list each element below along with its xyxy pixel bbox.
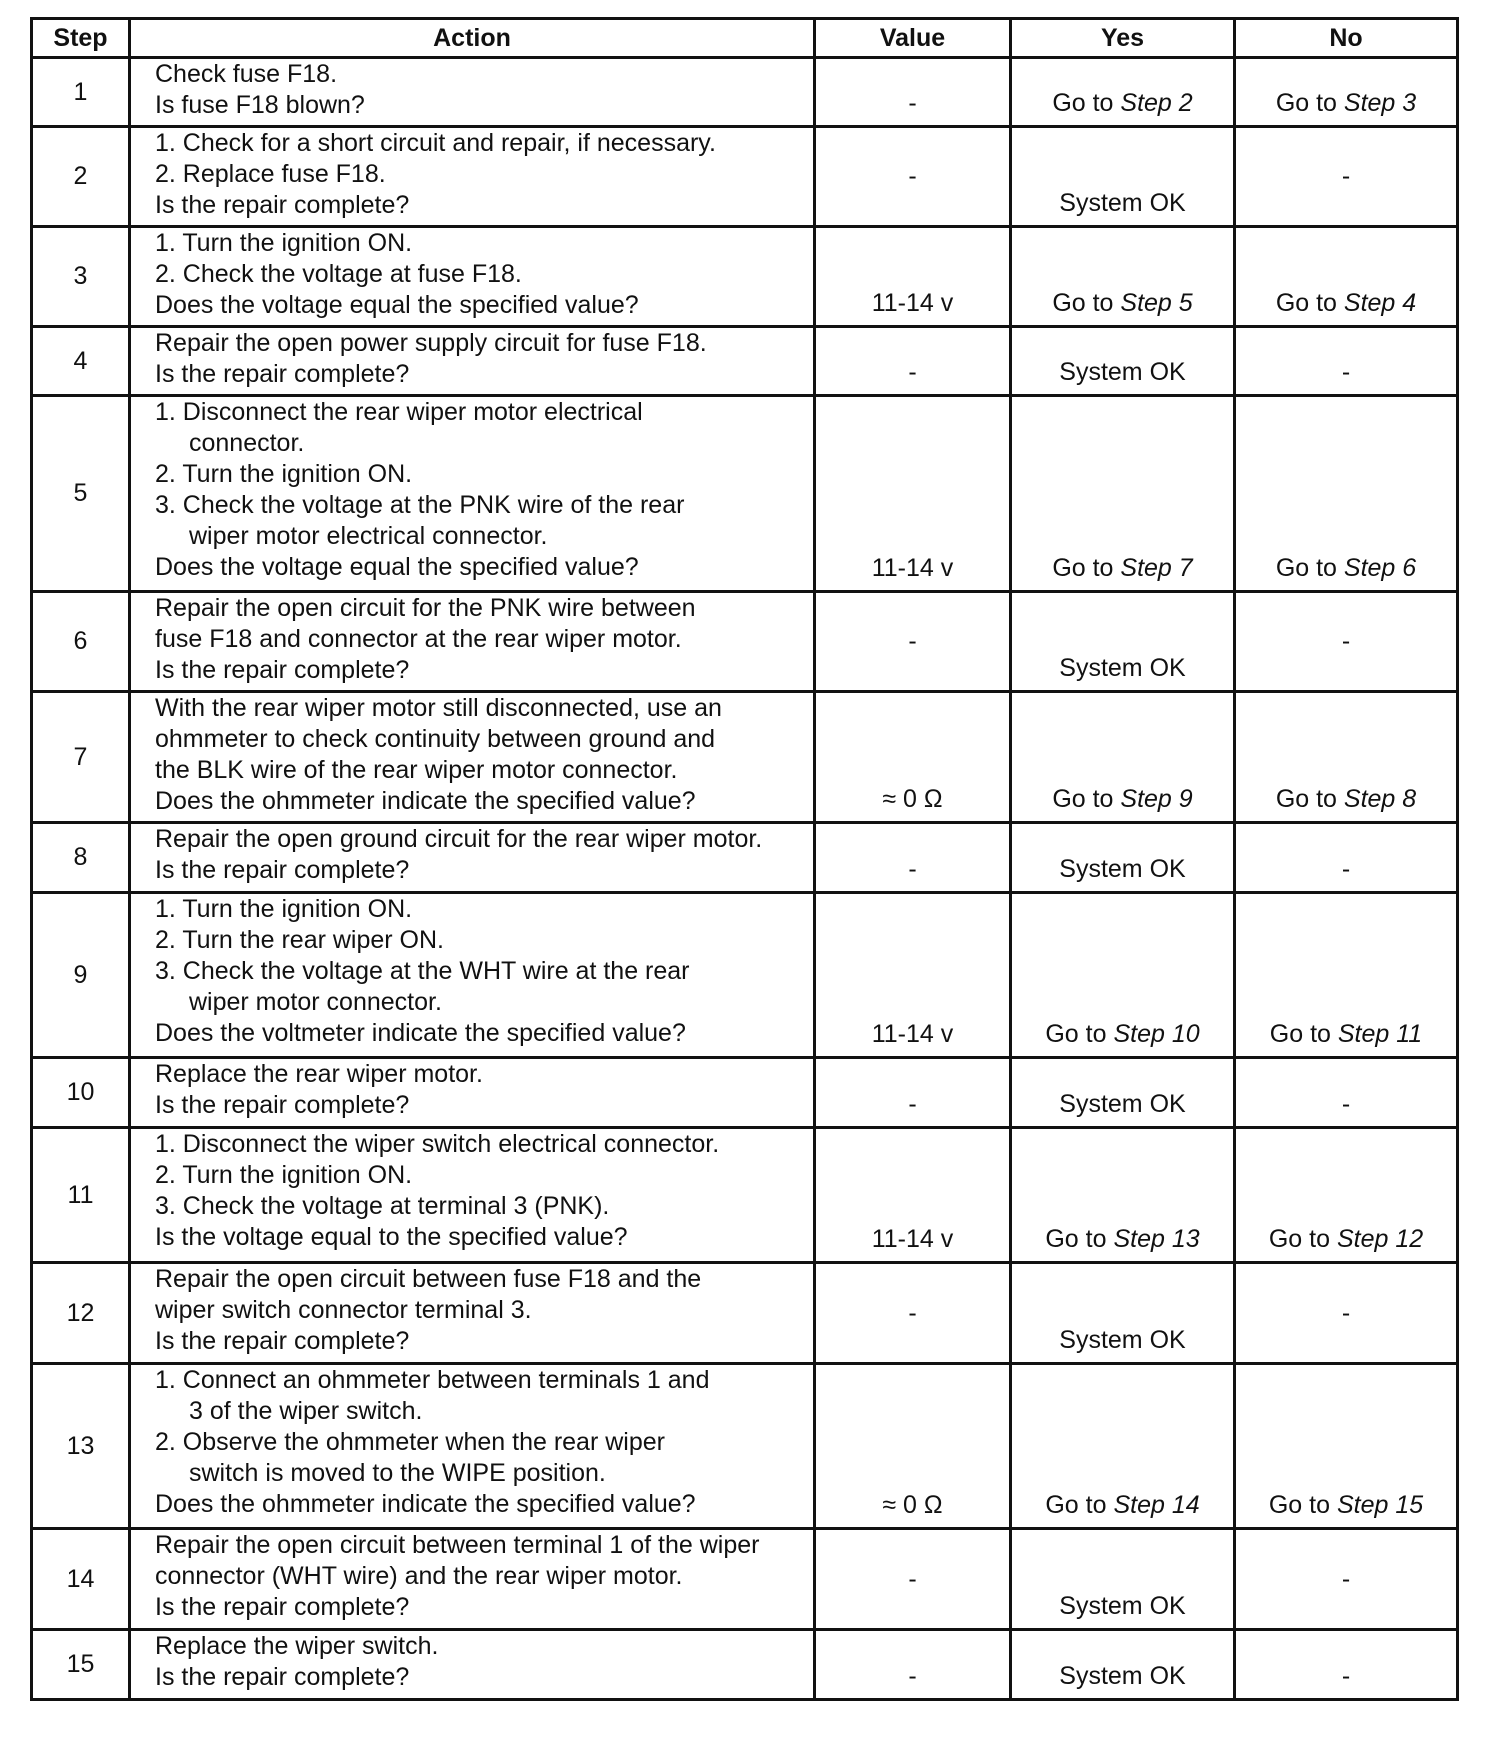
action-line: switch is moved to the WIPE position. [189, 1459, 606, 1487]
goto-text: Go to [1268, 1225, 1337, 1253]
action-text [130, 592, 815, 692]
action-line: 2. Turn the rear wiper ON. [155, 926, 445, 954]
header-row [32, 19, 1458, 58]
yes-cell: System OK [1011, 1263, 1235, 1364]
table-row [32, 692, 1458, 823]
table-row [32, 227, 1458, 327]
table-row [32, 1263, 1458, 1364]
action-line: wiper motor electrical connector. [189, 522, 548, 550]
step-number: 13 [32, 1364, 130, 1529]
action-text [130, 823, 815, 893]
table-row [32, 127, 1458, 227]
action-line: Is the repair complete? [155, 856, 410, 884]
goto-step-ref: Step 13 [1113, 1225, 1200, 1253]
goto-step-ref: Step 4 [1343, 289, 1417, 317]
table-row [32, 1364, 1458, 1529]
goto-text: Go to [1275, 554, 1344, 582]
action-line: Replace the wiper switch. [155, 1632, 439, 1660]
action-line: Is the repair complete? [155, 191, 410, 219]
yes-cell: System OK [1011, 127, 1235, 227]
action-text [130, 1630, 815, 1700]
action-text [130, 1128, 815, 1263]
no-cell: - [1235, 327, 1458, 396]
action-line: Repair the open circuit between fuse F18 and the [155, 1265, 702, 1293]
goto-text: Go to [1045, 1491, 1114, 1519]
action-line: Repair the open ground circuit for the rear wiper motor. [155, 825, 763, 853]
action-line: 2. Check the voltage at fuse F18. [155, 260, 522, 288]
goto-step-ref: Step 14 [1113, 1491, 1200, 1519]
value-cell: 11-14 v [815, 396, 1011, 592]
diagnostic-table [30, 17, 1459, 1701]
action-text [130, 1058, 815, 1128]
value-cell: - [815, 327, 1011, 396]
no-cell [1235, 1364, 1458, 1529]
table-row [32, 1128, 1458, 1263]
no-cell: - [1235, 592, 1458, 692]
goto-text: Go to [1045, 1020, 1114, 1048]
action-text [130, 227, 815, 327]
no-cell [1235, 396, 1458, 592]
value-cell: ≈ 0 Ω [815, 1364, 1011, 1529]
table-row [32, 327, 1458, 396]
goto-text: Go to [1269, 1020, 1338, 1048]
no-cell: - [1235, 1529, 1458, 1630]
action-line: Repair the open circuit between terminal 1 of the wiper [155, 1531, 760, 1559]
no-cell: - [1235, 1630, 1458, 1700]
table-row [32, 823, 1458, 893]
no-cell [1235, 692, 1458, 823]
action-line: Is the voltage equal to the specified value? [155, 1223, 628, 1251]
action-text [130, 692, 815, 823]
value-cell: 11-14 v [815, 227, 1011, 327]
action-line: Repair the open power supply circuit for fuse F18. [155, 329, 707, 357]
table-row [32, 893, 1458, 1058]
action-line: Is the repair complete? [155, 1327, 410, 1355]
action-line: Does the voltage equal the specified value? [155, 553, 639, 581]
table-row [32, 1529, 1458, 1630]
table-row [32, 1630, 1458, 1700]
action-line: 3. Check the voltage at terminal 3 (PNK). [155, 1192, 610, 1220]
goto-text: Go to [1045, 1225, 1114, 1253]
goto-step-ref: Step 6 [1343, 554, 1417, 582]
step-number: 10 [32, 1058, 130, 1128]
no-cell [1235, 227, 1458, 327]
goto-step-ref: Step 3 [1343, 89, 1417, 117]
goto-step-ref: Step 8 [1343, 785, 1417, 813]
yes-cell: System OK [1011, 1630, 1235, 1700]
step-number: 12 [32, 1263, 130, 1364]
step-number: 6 [32, 592, 130, 692]
action-line: 3 of the wiper switch. [189, 1397, 423, 1425]
yes-cell: System OK [1011, 823, 1235, 893]
step-number: 4 [32, 327, 130, 396]
no-cell: - [1235, 1263, 1458, 1364]
action-line: Is fuse F18 blown? [155, 91, 365, 119]
goto-text: Go to [1052, 785, 1121, 813]
action-line: Check fuse F18. [155, 60, 338, 88]
value-cell: - [815, 58, 1011, 127]
step-number: 2 [32, 127, 130, 227]
goto-step-ref: Step 2 [1120, 89, 1193, 117]
yes-cell [1011, 227, 1235, 327]
goto-step-ref: Step 12 [1336, 1225, 1424, 1253]
no-cell [1235, 893, 1458, 1058]
no-cell: - [1235, 127, 1458, 227]
action-text [130, 396, 815, 592]
table-row [32, 58, 1458, 127]
action-line: ohmmeter to check continuity between ground and [155, 725, 716, 753]
goto-text: Go to [1052, 89, 1121, 117]
no-cell [1235, 58, 1458, 127]
yes-cell: System OK [1011, 327, 1235, 396]
step-number: 1 [32, 58, 130, 127]
action-line: connector (WHT wire) and the rear wiper motor. [155, 1562, 683, 1590]
table-row [32, 396, 1458, 592]
goto-text: Go to [1275, 89, 1344, 117]
action-text [130, 893, 815, 1058]
action-text [130, 58, 815, 127]
yes-cell: System OK [1011, 1058, 1235, 1128]
action-line: Does the ohmmeter indicate the specified value? [155, 1490, 696, 1518]
goto-text: Go to [1268, 1491, 1337, 1519]
action-line: connector. [189, 429, 305, 457]
action-line: 2. Observe the ohmmeter when the rear wiper [155, 1428, 665, 1456]
header-step: Step [32, 19, 130, 58]
goto-text: Go to [1052, 554, 1121, 582]
goto-text: Go to [1052, 289, 1121, 317]
value-cell: 11-14 v [815, 1128, 1011, 1263]
action-line: Repair the open circuit for the PNK wire between [155, 594, 696, 622]
action-text [130, 1364, 815, 1529]
action-line: the BLK wire of the rear wiper motor connector. [155, 756, 678, 784]
action-text [130, 127, 815, 227]
goto-step-ref: Step 11 [1337, 1020, 1423, 1048]
value-cell: - [815, 1263, 1011, 1364]
yes-cell [1011, 1128, 1235, 1263]
goto-step-ref: Step 7 [1120, 554, 1193, 582]
action-line: Replace the rear wiper motor. [155, 1060, 483, 1088]
header-action: Action [130, 19, 815, 58]
yes-cell [1011, 58, 1235, 127]
step-number: 15 [32, 1630, 130, 1700]
step-number: 3 [32, 227, 130, 327]
no-cell: - [1235, 823, 1458, 893]
value-cell: - [815, 823, 1011, 893]
goto-step-ref: Step 9 [1120, 785, 1193, 813]
yes-cell: System OK [1011, 592, 1235, 692]
action-line: Does the voltmeter indicate the specified value? [155, 1019, 686, 1047]
step-number: 5 [32, 396, 130, 592]
action-line: 2. Turn the ignition ON. [155, 1161, 413, 1189]
step-number: 7 [32, 692, 130, 823]
action-line: With the rear wiper motor still disconnected, use an [155, 694, 722, 722]
action-line: Is the repair complete? [155, 1593, 410, 1621]
action-line: Is the repair complete? [155, 1663, 410, 1691]
action-line: 1. Disconnect the wiper switch electrical connector. [155, 1130, 720, 1158]
action-line: Does the ohmmeter indicate the specified value? [155, 787, 696, 815]
action-line: 1. Turn the ignition ON. [155, 895, 413, 923]
action-line: wiper switch connector terminal 3. [155, 1296, 532, 1324]
action-line: wiper motor connector. [189, 988, 442, 1016]
action-line: Is the repair complete? [155, 656, 410, 684]
value-cell: ≈ 0 Ω [815, 692, 1011, 823]
value-cell: 11-14 v [815, 893, 1011, 1058]
action-line: Is the repair complete? [155, 360, 410, 388]
yes-cell: System OK [1011, 1529, 1235, 1630]
step-number: 9 [32, 893, 130, 1058]
table-row [32, 1058, 1458, 1128]
action-line: 2. Turn the ignition ON. [155, 460, 413, 488]
yes-cell [1011, 893, 1235, 1058]
goto-step-ref: Step 15 [1336, 1491, 1424, 1519]
action-line: 1. Turn the ignition ON. [155, 229, 413, 257]
action-line: 2. Replace fuse F18. [155, 160, 386, 188]
header-yes: Yes [1011, 19, 1235, 58]
action-line: fuse F18 and connector at the rear wiper motor. [155, 625, 682, 653]
value-cell: - [815, 127, 1011, 227]
action-line: Does the voltage equal the specified value? [155, 291, 639, 319]
header-no: No [1235, 19, 1458, 58]
step-number: 14 [32, 1529, 130, 1630]
action-line: Is the repair complete? [155, 1091, 410, 1119]
value-cell: - [815, 1058, 1011, 1128]
step-number: 8 [32, 823, 130, 893]
action-line: 3. Check the voltage at the PNK wire of the rear [155, 491, 685, 519]
action-text [130, 327, 815, 396]
action-line: 1. Disconnect the rear wiper motor electrical [155, 398, 643, 426]
yes-cell [1011, 1364, 1235, 1529]
table-row [32, 592, 1458, 692]
action-line: 1. Check for a short circuit and repair, if necessary. [155, 129, 716, 157]
value-cell: - [815, 1630, 1011, 1700]
goto-step-ref: Step 5 [1120, 289, 1193, 317]
yes-cell [1011, 692, 1235, 823]
no-cell [1235, 1128, 1458, 1263]
step-number: 11 [32, 1128, 130, 1263]
action-text [130, 1263, 815, 1364]
action-line: 3. Check the voltage at the WHT wire at the rear [155, 957, 690, 985]
no-cell: - [1235, 1058, 1458, 1128]
goto-step-ref: Step 10 [1113, 1020, 1200, 1048]
value-cell: - [815, 1529, 1011, 1630]
goto-text: Go to [1275, 289, 1344, 317]
goto-text: Go to [1275, 785, 1344, 813]
header-value: Value [815, 19, 1011, 58]
value-cell: - [815, 592, 1011, 692]
action-line: 1. Connect an ohmmeter between terminals 1 and [155, 1366, 710, 1394]
yes-cell [1011, 396, 1235, 592]
action-text [130, 1529, 815, 1630]
